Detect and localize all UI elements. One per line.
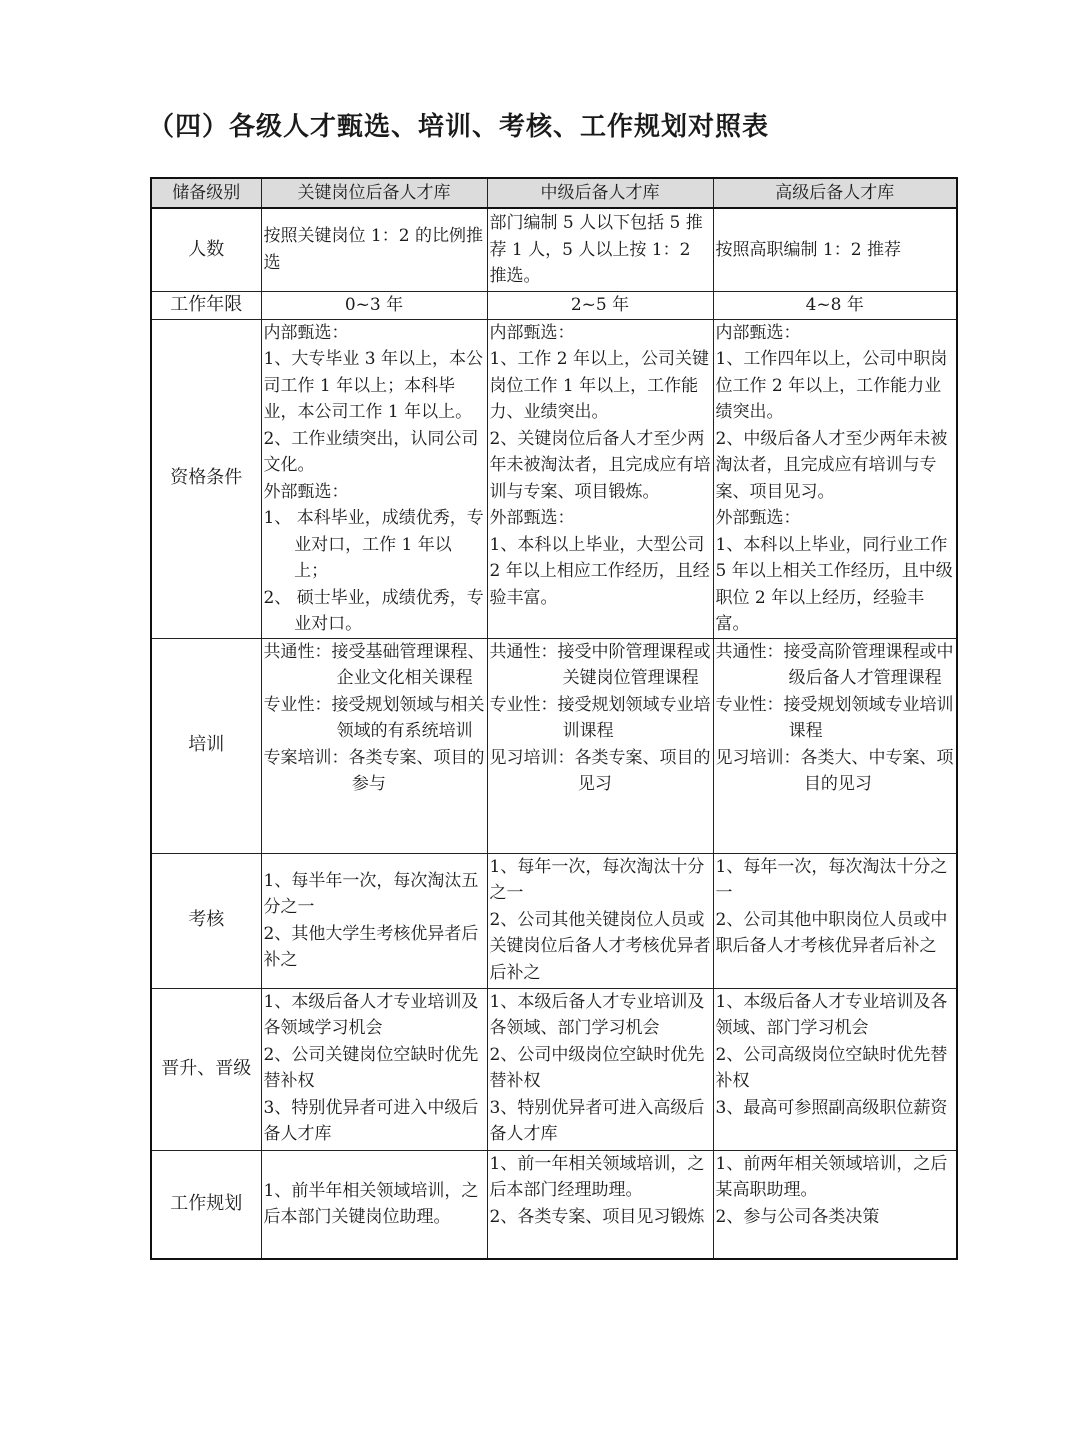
page-title: （四）各级人才甄选、培训、考核、工作规划对照表 (148, 112, 770, 142)
header-key-post: 关键岗位后备人才库 (261, 178, 487, 208)
cell-training-key (261, 638, 487, 853)
list-item: 2、 硕士毕业，成绩优秀，专业对口。 (263, 587, 484, 634)
table-row-promotion (151, 988, 957, 1150)
list-item: 1、本级后备人才专业培训及各领域、部门学习机会 (715, 991, 948, 1038)
cell-headcount-middle: 部门编制 5 人以下包括 5 推荐 1 人，5 人以上按 1：2 推选。 (487, 208, 713, 291)
cell-years-middle: 2~5 年 (487, 291, 713, 319)
list-item: 1、工作 2 年以上，公司关键岗位工作 1 年以上，工作能力、业绩突出。 (489, 349, 709, 422)
list-item: 1、前半年相关领域培训，之后本部门关键岗位助理。 (263, 1180, 479, 1228)
list-item: 3、最高可参照副高级职位薪资 (715, 1097, 948, 1118)
cell-years-key: 0~3 年 (261, 291, 487, 319)
list-item: 内部甄选： (489, 322, 575, 343)
list-item: 2、工作业绩突出，认同公司文化。 (263, 428, 479, 475)
cell-promotion-key (261, 988, 487, 1150)
list-item: 1、本级后备人才专业培训及各领域学习机会 (263, 991, 479, 1038)
list-item: 外部甄选： (263, 481, 349, 502)
row-label-training: 培训 (151, 638, 261, 853)
list-item: 2、公司中级岗位空缺时优先替补权 (489, 1044, 705, 1091)
list-item: 1、本科以上毕业，大型公司 2 年以上相应工作经历，且经验丰富。 (489, 534, 710, 608)
row-label-assessment: 考核 (151, 853, 261, 988)
cell-plan-senior (713, 1150, 957, 1259)
list-item: 2、参与公司各类决策 (715, 1206, 880, 1227)
list-item: 外部甄选： (715, 508, 801, 528)
comparison-table (150, 177, 958, 1260)
cell-promotion-middle (487, 988, 713, 1150)
row-label-years: 工作年限 (151, 291, 261, 319)
list-item: 1、前两年相关领域培训，之后某高职助理。 (715, 1153, 948, 1200)
cell-plan-middle (487, 1150, 713, 1259)
cell-assessment-senior (713, 853, 957, 988)
cell-plan-key (261, 1150, 487, 1259)
cell-qualification-middle (487, 319, 713, 638)
list-item: 3、特别优异者可进入高级后备人才库 (489, 1097, 705, 1144)
list-item: 1、本级后备人才专业培训及各领域、部门学习机会 (489, 991, 705, 1038)
cell-qualification-senior (713, 319, 957, 638)
list-item: 专案培训：各类专案、项目的参与 (263, 747, 485, 794)
cell-qualification-key (261, 319, 487, 638)
table-row-plan (151, 1150, 957, 1259)
list-item: 专业性：接受规划领域专业培训课程 (715, 694, 954, 741)
cell-training-senior (713, 638, 957, 853)
list-item: 见习培训：各类大、中专案、项目的见习 (715, 747, 954, 794)
header-row (151, 178, 957, 208)
cell-headcount-key: 按照关键岗位 1：2 的比例推选 (261, 208, 487, 291)
row-label-headcount: 人数 (151, 208, 261, 291)
list-item: 共通性：接受中阶管理课程或关键岗位管理课程 (489, 641, 711, 688)
header-level: 储备级别 (151, 178, 261, 208)
cell-assessment-key (261, 853, 487, 988)
list-item: 见习培训：各类专案、项目的见习 (489, 747, 711, 794)
list-item: 内部甄选： (715, 322, 801, 343)
list-item: 2、其他大学生考核优异者后补之 (263, 923, 479, 970)
list-item: 内部甄选： (263, 322, 349, 343)
table-row-headcount (151, 208, 957, 291)
table-row-training (151, 638, 957, 853)
cell-assessment-middle (487, 853, 713, 988)
row-label-promotion: 晋升、晋级 (151, 988, 261, 1150)
table-row-assessment (151, 853, 957, 988)
list-item: 1、每年一次，每次淘汰十分之一 (715, 856, 948, 903)
list-item: 2、公司高级岗位空缺时优先替补权 (715, 1044, 948, 1091)
list-item: 2、中级后备人才至少两年未被淘汰者，且完成应有培训与专案、项目见习。 (715, 428, 948, 502)
cell-training-middle (487, 638, 713, 853)
list-item: 2、公司其他关键岗位人员或关键岗位后备人才考核优异者后补之 (489, 909, 711, 983)
list-item: 共通性：接受基础管理课程、企业文化相关课程 (263, 641, 485, 688)
list-item: 3、特别优异者可进入中级后备人才库 (263, 1097, 479, 1144)
row-label-plan: 工作规划 (151, 1150, 261, 1259)
list-item: 专业性：接受规划领域专业培训课程 (489, 694, 711, 741)
row-label-qualification: 资格条件 (151, 319, 261, 638)
header-senior: 高级后备人才库 (713, 178, 957, 208)
list-item: 2、公司其他中职岗位人员或中职后备人才考核优异者后补之 (715, 909, 948, 956)
list-item: 1、每年一次，每次淘汰十分之一 (489, 856, 705, 903)
list-item: 专业性：接受规划领域与相关领域的有系统培训 (263, 694, 485, 741)
list-item: 2、公司关键岗位空缺时优先替补权 (263, 1044, 479, 1091)
list-item: 1、前一年相关领域培训，之后本部门经理助理。 (489, 1153, 705, 1200)
list-item: 2、关键岗位后备人才至少两年未被淘汰者，且完成应有培训与专案、项目锻炼。 (489, 428, 711, 502)
cell-headcount-senior: 按照高职编制 1：2 推荐 (713, 208, 957, 291)
list-item: 外部甄选： (489, 508, 575, 528)
list-item: 1、工作四年以上，公司中职岗位工作 2 年以上，工作能力业绩突出。 (715, 349, 948, 422)
list-item: 共通性：接受高阶管理课程或中级后备人才管理课程 (715, 641, 954, 688)
list-item: 1、 本科毕业，成绩优秀，专业对口，工作 1 年以上； (263, 508, 484, 581)
list-item: 2、各类专案、项目见习锻炼 (489, 1206, 705, 1227)
list-item: 1、大专毕业 3 年以上，本公司工作 1 年以上；本科毕业，本公司工作 1 年以上。 (263, 349, 483, 422)
list-item: 1、本科以上毕业，同行业工作 5 年以上相关工作经历，且中级职位 2 年以上经历，经验丰富。 (715, 534, 953, 634)
cell-promotion-senior (713, 988, 957, 1150)
table-row-years (151, 291, 957, 319)
cell-years-senior: 4~8 年 (713, 291, 957, 319)
list-item: 1、每半年一次，每次淘汰五分之一 (263, 870, 479, 917)
table-row-qualification (151, 319, 957, 638)
header-middle: 中级后备人才库 (487, 178, 713, 208)
